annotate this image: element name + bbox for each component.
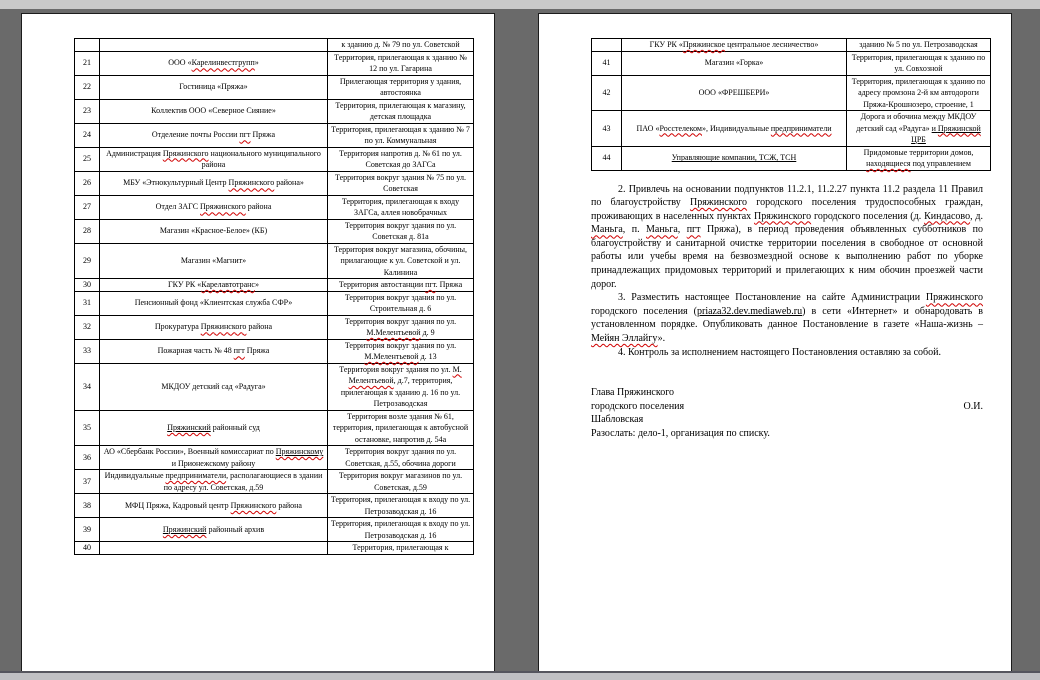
territory-cell: к зданию д. № 79 по ул. Советской: [328, 39, 474, 52]
row-number-cell: 23: [75, 99, 100, 123]
territory-cell: Прилегающая территория у здания, автостоянка: [328, 75, 474, 99]
row-number-cell: 42: [592, 75, 622, 111]
organization-cell: Пожарная часть № 48 пгт Пряжа: [100, 339, 328, 363]
row-number-cell: 40: [75, 542, 100, 555]
row-number-cell: 26: [75, 171, 100, 195]
organization-cell: ООО «Карелинвестгрупп»: [100, 51, 328, 75]
territory-cell: Территория вокруг здания по ул. Советская, д.55, обочина дороги: [328, 446, 474, 470]
row-number-cell: 39: [75, 518, 100, 542]
territory-cell: Территория напротив д. № 61 по ул. Советская до ЗАГСа: [328, 147, 474, 171]
table-row: [75, 51, 474, 75]
territory-cell: Территория, прилегающая к: [328, 542, 474, 555]
organization-cell: Пряжинский районный суд: [100, 410, 328, 446]
table-row: [75, 410, 474, 446]
territory-cell: Территория вокруг здания по ул. Строительная д. 6: [328, 291, 474, 315]
territory-cell: Территория вокруг здания по ул. М. Мелентьевой, д.7, территория, прилегающая к зданию д. 16 по ул. Петрозаводская: [328, 363, 474, 410]
row-number-cell: 30: [75, 279, 100, 292]
organization-cell: МБУ «Этнокультурный Центр Пряжинского района»: [100, 171, 328, 195]
organization-cell: Управляющие компании, ТСЖ, ТСН: [622, 146, 847, 170]
row-number-cell: [75, 39, 100, 52]
organization-cell: Магазин «Красное-Белое» (КБ): [100, 219, 328, 243]
organization-cell: Магазин «Горка»: [622, 51, 847, 75]
table-row: [592, 111, 991, 147]
organization-cell: Индивидуальные предприниматели, располагающиеся в здании по адресу ул. Советская, д.59: [100, 470, 328, 494]
row-number-cell: 29: [75, 243, 100, 279]
territory-cell: Придомовые территории домов, находящиеся под управлением: [847, 146, 991, 170]
organization-cell: Магазин «Магнит»: [100, 243, 328, 279]
table-row: [75, 494, 474, 518]
table-row: [592, 51, 991, 75]
table-row: [592, 39, 991, 52]
row-number-cell: 36: [75, 446, 100, 470]
table-row: [75, 542, 474, 555]
document-page-1[interactable]: [21, 13, 495, 673]
territory-cell: Территория, прилегающая к зданию по ул. Совхозной: [847, 51, 991, 75]
paragraph-2: 2. Привлечь на основании подпунктов 11.2.1, 11.2.27 пункта 11.2 раздела 11 Правил по благоустройству Пряжинского городского поселения трудоспособных граждан, проживающих в населенных пунктах Пряжинского городского поселения (д. Киндасово, д. Маньга, п. Маньга, пгт Пряжа), в период проведения объявленных субботников по благоустройству и санитарной очистке территории поселения в свободное от основной работы или учебы время на безвозмездной основе к выполнению работ по уборке принадлежащих придомовых территорий и прилегающих к ним обочин проезжей части дорог.: [591, 183, 984, 290]
organization-cell: Пенсионный фонд «Клиентская служба СФР»: [100, 291, 328, 315]
territory-cell: Территория вокруг здания № 75 по ул. Советская: [328, 171, 474, 195]
table-row: [75, 219, 474, 243]
organization-cell: Отдел ЗАГС Пряжинского района: [100, 195, 328, 219]
row-number-cell: 37: [75, 470, 100, 494]
territory-cell: Дорога и обочина между МКДОУ детский сад «Радуга» и Пряжинской ЦРБ: [847, 111, 991, 147]
signature-line-1: Глава Пряжинского: [591, 387, 675, 399]
horizontal-scrollbar-track[interactable]: [0, 671, 1040, 680]
row-number-cell: 33: [75, 339, 100, 363]
table-row: [75, 39, 474, 52]
table-row: [75, 339, 474, 363]
paragraph-4: 4. Контроль за исполнением настоящего Постановления оставляю за собой.: [618, 346, 941, 358]
row-number-cell: 25: [75, 147, 100, 171]
territory-cell: Территория автостанции пгт. Пряжа: [328, 279, 474, 292]
row-number-cell: 28: [75, 219, 100, 243]
table-row: [75, 243, 474, 279]
organization-cell: Администрация Пряжинского национального муниципального района: [100, 147, 328, 171]
table-row: [75, 123, 474, 147]
resolution-paragraphs: [591, 183, 983, 360]
territory-cell: Территория вокруг здания по ул. Советская д. 81а: [328, 219, 474, 243]
organization-cell: ООО «ФРЕШБЕРИ»: [622, 75, 847, 111]
territory-cell: зданию № 5 по ул. Петрозаводская: [847, 39, 991, 52]
table-row: [75, 171, 474, 195]
organization-cell: ГКУ РК «Карелавтотранс»: [100, 279, 328, 292]
window-top-edge: [0, 0, 1040, 9]
organization-cell: АО «Сбербанк России», Военный комиссариат по Пряжинскому и Прионежскому району: [100, 446, 328, 470]
signature-title: городского поселения: [591, 400, 685, 412]
row-number-cell: 31: [75, 291, 100, 315]
territory-cell: Территория, прилегающая к зданию № 7 по ул. Коммунальная: [328, 123, 474, 147]
organization-cell: ПАО «Росстелеком», Индивидуальные предприниматели: [622, 111, 847, 147]
territory-cell: Территория вокруг здания по ул. М.Мелентьевой д. 9: [328, 315, 474, 339]
row-number-cell: 27: [75, 195, 100, 219]
table-row: [75, 518, 474, 542]
table-row: [75, 363, 474, 410]
organization-cell: [100, 542, 328, 555]
territory-cell: Территория, прилегающая к зданию по адресу промзона 2-й км автодороги Пряжа-Крошнозеро, строение, 1: [847, 75, 991, 111]
territory-cell: Территория вокруг магазина, обочины, прилагающие к ул. Советской и ул. Калинина: [328, 243, 474, 279]
table-row: [592, 75, 991, 111]
signature-surname: Шабловская: [591, 414, 644, 426]
territory-cell: Территория, прилегающая к входу по ул. Петрозаводская д. 16: [328, 494, 474, 518]
distribution-note: Разослать: дело-1, организация по списку.: [591, 428, 770, 439]
table-row: [75, 75, 474, 99]
row-number-cell: 21: [75, 51, 100, 75]
table-row: [75, 446, 474, 470]
territory-cell: Территория, прилегающая к зданию № 12 по ул. Гагарина: [328, 51, 474, 75]
table-row: [75, 99, 474, 123]
territory-cell: Территория, прилегающая к магазину, детская площадка: [328, 99, 474, 123]
organization-cell: Пряжинский районный архив: [100, 518, 328, 542]
territory-cell: Территория, прилегающая к входу по ул. Петрозаводская д. 16: [328, 518, 474, 542]
territory-cell: Территория, прилегающая к входу ЗАГСа, аллея новобрачных: [328, 195, 474, 219]
row-number-cell: [592, 39, 622, 52]
territory-cell: Территория возле здания № 61, территория, прилегающая к автобусной остановке, напротив д. 54а: [328, 410, 474, 446]
table-row: [75, 195, 474, 219]
table-row: [592, 146, 991, 170]
row-number-cell: 43: [592, 111, 622, 147]
territory-table-page1: [74, 38, 474, 555]
signature-line-2: [591, 400, 983, 414]
territory-table-page2: [591, 38, 991, 171]
signature-block: [591, 386, 983, 440]
organization-cell: МКДОУ детский сад «Радуга»: [100, 363, 328, 410]
table-row: [75, 291, 474, 315]
row-number-cell: 44: [592, 146, 622, 170]
document-page-2[interactable]: [538, 13, 1012, 673]
table-row: [75, 147, 474, 171]
row-number-cell: 41: [592, 51, 622, 75]
organization-cell: Прокуратура Пряжинского района: [100, 315, 328, 339]
organization-cell: [100, 39, 328, 52]
organization-cell: Коллектив ООО «Северное Сияние»: [100, 99, 328, 123]
territory-cell: Территория вокруг здания по ул. М.Мелентьевой д. 13: [328, 339, 474, 363]
organization-cell: МФЦ Пряжа, Кадровый центр Пряжинского района: [100, 494, 328, 518]
organization-cell: Отделение почты России пгт Пряжа: [100, 123, 328, 147]
table-row: [75, 470, 474, 494]
signature-initials: О.И.: [963, 400, 983, 412]
row-number-cell: 24: [75, 123, 100, 147]
territory-cell: Территория вокруг магазинов по ул. Советская, д.59: [328, 470, 474, 494]
row-number-cell: 22: [75, 75, 100, 99]
organization-cell: ГКУ РК «Пряжинское центральное лесничество»: [622, 39, 847, 52]
table-row: [75, 279, 474, 292]
table-row: [75, 315, 474, 339]
organization-cell: Гостиница «Пряжа»: [100, 75, 328, 99]
paragraph-3: 3. Разместить настоящее Постановление на сайте Администрации Пряжинского городского поселения (priaza32.dev.mediaweb.ru) в сети «Интернет» и обнародовать в установленном порядке. Опубликовать данное Постановление в газете «Наша-жизнь – Мейян Эллайгу».: [591, 292, 983, 345]
row-number-cell: 35: [75, 410, 100, 446]
row-number-cell: 32: [75, 315, 100, 339]
row-number-cell: 34: [75, 363, 100, 410]
row-number-cell: 38: [75, 494, 100, 518]
